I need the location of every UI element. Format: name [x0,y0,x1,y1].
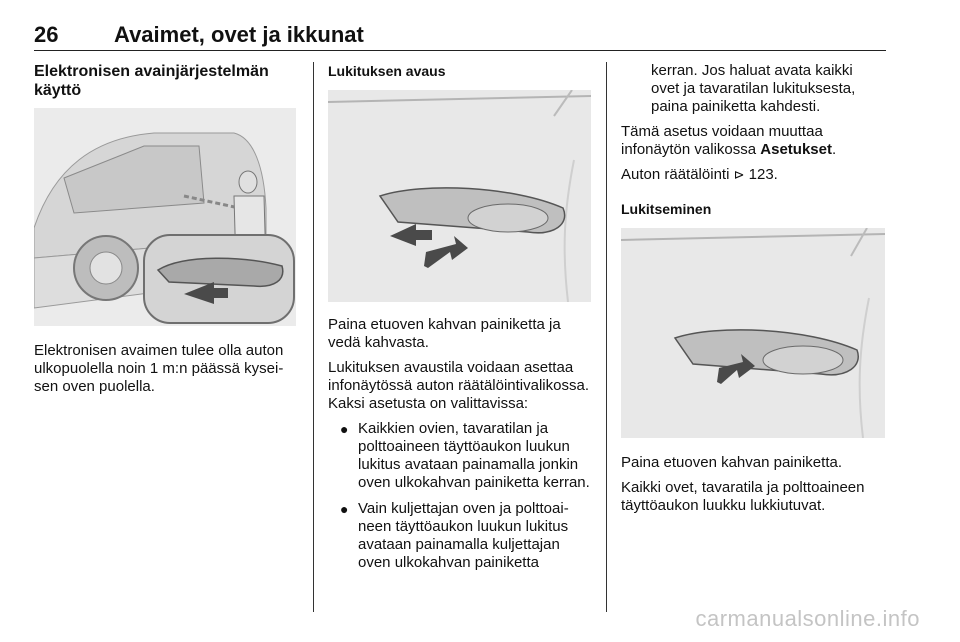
watermark: carmanualsonline.info [695,606,920,631]
car-keyless-illustration [34,108,296,326]
unlock-paragraph-1: Paina etuoven kahvan painiketta ja vedä kahvasta. [328,316,561,351]
list-item-text: Kaikkien ovien, tavaratilan ja polttoaineen täyttöaukon luukun lukitus avataan painamalla jonkin oven ulkokahvan painiketta kerran. [358,420,590,491]
lock-paragraph-1: Paina etuoven kahvan painiketta. [621,454,842,471]
reference-page: 123. [748,166,778,183]
setting-end: . [831,141,837,158]
page-reference-icon: ⊳ [733,167,745,182]
list-item [328,500,592,572]
section-title: Elektronisen avainjärjestelmän käyttö [34,63,269,99]
page-number: 26 [34,22,59,47]
setting-paragraph [621,123,885,159]
list-item [328,420,592,492]
list-item-text: Vain kuljettajan oven ja polttoaineen täyttöaukon luukun lukitus avataan painamalla kuljettajan oven ulkokahvan painiketta [358,500,569,571]
reference-paragraph [621,166,885,184]
heading-unlock: Lukituksen avaus [328,63,446,79]
setting-text: Tämä asetus voidaan muuttaa infonäytön valikossa [621,123,823,158]
left-paragraph: Elektronisen avaimen tulee olla auton ulkopuolella noin 1 m:n päässä kyseisen oven puolella. [34,342,284,395]
door-handle-unlock-illustration [328,90,591,302]
middle-column [328,62,592,580]
lock-paragraph-2: Kaikki ovet, tavaratila ja polttoaineen täyttöaukon luukku lukkiutuvat. [621,479,865,514]
page-title: Avaimet, ovet ja ikkunat [114,22,364,47]
bullet-continuation: kerran. Jos haluat avata kaikki ovet ja tavaratilan lukituksesta, paina painiketta kahdesti. [651,62,856,115]
column-divider-right [606,62,607,612]
unlock-options-list [328,420,592,572]
heading-lock: Lukitseminen [621,201,712,217]
setting-menu-name: Asetukset [760,141,832,158]
bullet-icon: ● [340,421,349,437]
door-handle-lock-illustration [621,228,885,438]
column-divider-left [313,62,314,612]
page-header [34,22,886,51]
reference-text: Auton räätälöinti [621,166,730,183]
right-column [621,62,885,522]
left-column [34,62,298,403]
unlock-paragraph-2: Lukituksen avaustila voidaan asettaa infonäytössä auton räätälöintivalikossa. Kaksi asetusta on valittavissa: [328,359,589,412]
bullet-icon: ● [340,501,349,517]
